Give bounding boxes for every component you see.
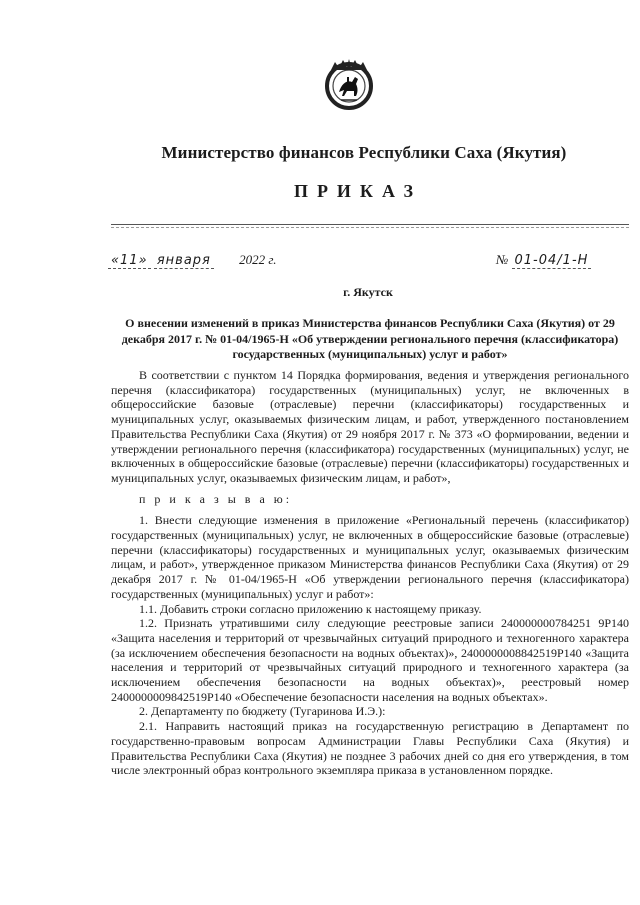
order-title: ПРИКАЗ xyxy=(293,181,423,201)
order-subject: О внесении изменений в приказ Министерства финансов Республики Саха (Якутия) от 29 декабря 2017 г. № 01-04/1965-Н «Об утверждении регионального перечня (классификатора) государственных (муниципальных) услуг и работ» xyxy=(121,316,619,361)
order-body xyxy=(111,368,629,778)
ministry-name: Министерство финансов Республики Саха (Якутия) xyxy=(161,143,567,162)
date-year: 2022 г. xyxy=(239,252,277,267)
item-1-1-paragraph: 1.1. Добавить строки согласно приложению к настоящему приказу. xyxy=(139,601,482,616)
item-2-paragraph: 2. Департаменту по бюджету (Тугаринова И.Э.): xyxy=(139,704,386,719)
order-word: п р и к а з ы в а ю: xyxy=(139,491,293,506)
number-value: 01-04/1-Н xyxy=(512,253,592,269)
item-1-2-paragraph: 1.2. Признать утратившими силу следующие реестровые записи 240000000784251 9Р140 «Защита населения и территорий от чрезвычайных ситуаций природного и техногенного характера (за исключением обеспечения безопасности на водных объектах)», 2400000008842519Р140 «Защита населения и территорий от чрезвычайных ситуаций природного и техногенного характера (за исключением обеспечения безопасности на водных объектах)», реестровый номер 2400000009842519Р140 «Обеспечение безопасности населения на водных объектах». xyxy=(111,616,629,704)
header-divider-secondary xyxy=(111,227,629,228)
number-prefix: № xyxy=(496,252,509,267)
header-divider xyxy=(111,224,629,225)
item-2-1-paragraph: 2.1. Направить настоящий приказ на государственную регистрацию в Департамент по государственно-правовым вопросам Администрации Главы Республики Саха (Якутия) и Правительства Республики Саха (Якутия) не позднее 3 рабочих дней со дня его утверждения, в том числе электронный образ контрольного экземпляра приказа в установленном порядке. xyxy=(111,719,629,778)
order-date xyxy=(108,252,277,268)
city: г. Якутск xyxy=(343,285,393,299)
order-number xyxy=(496,252,591,268)
emblem-icon xyxy=(325,58,373,112)
item-1-paragraph: 1. Внести следующие изменения в приложение «Региональный перечень (классификатор) государственных (муниципальных) услуг, не включенных в общероссийские базовые (отраслевые) перечни (классификаторы) государственных и муниципальных услуг, оказываемых физическим лицам, и работ», утвержденное приказом Министерства финансов Республики Саха (Якутия) от 29 декабря 2017 г. № 01-04/1965-Н «Об утверждении регионального перечня (классификатора) государственных (муниципальных) услуг и работ»: xyxy=(111,513,629,601)
date-month: января xyxy=(154,253,214,269)
preamble-paragraph: В соответствии с пунктом 14 Порядка формирования, ведения и утверждения регионального перечня (классификатора) государственных (муниципальных) услуг, не включенных в общероссийские базовые (отраслевые) перечни (классификаторы) государственных и муниципальных услуг, оказываемых физическим лицам, и работ, утвержденного постановлением Правительства Республики Саха (Якутия) от 29 ноября 2017 г. № 373 «О формировании, ведении и утверждении регионального перечня (классификатора) государственных (муниципальных) услуг, не включенных в общероссийские базовые (отраслевые) перечни (классификаторы) государственных и муниципальных услуг, оказываемых физическим лицам, и работ», xyxy=(111,368,629,485)
date-day: «11» xyxy=(108,253,151,269)
